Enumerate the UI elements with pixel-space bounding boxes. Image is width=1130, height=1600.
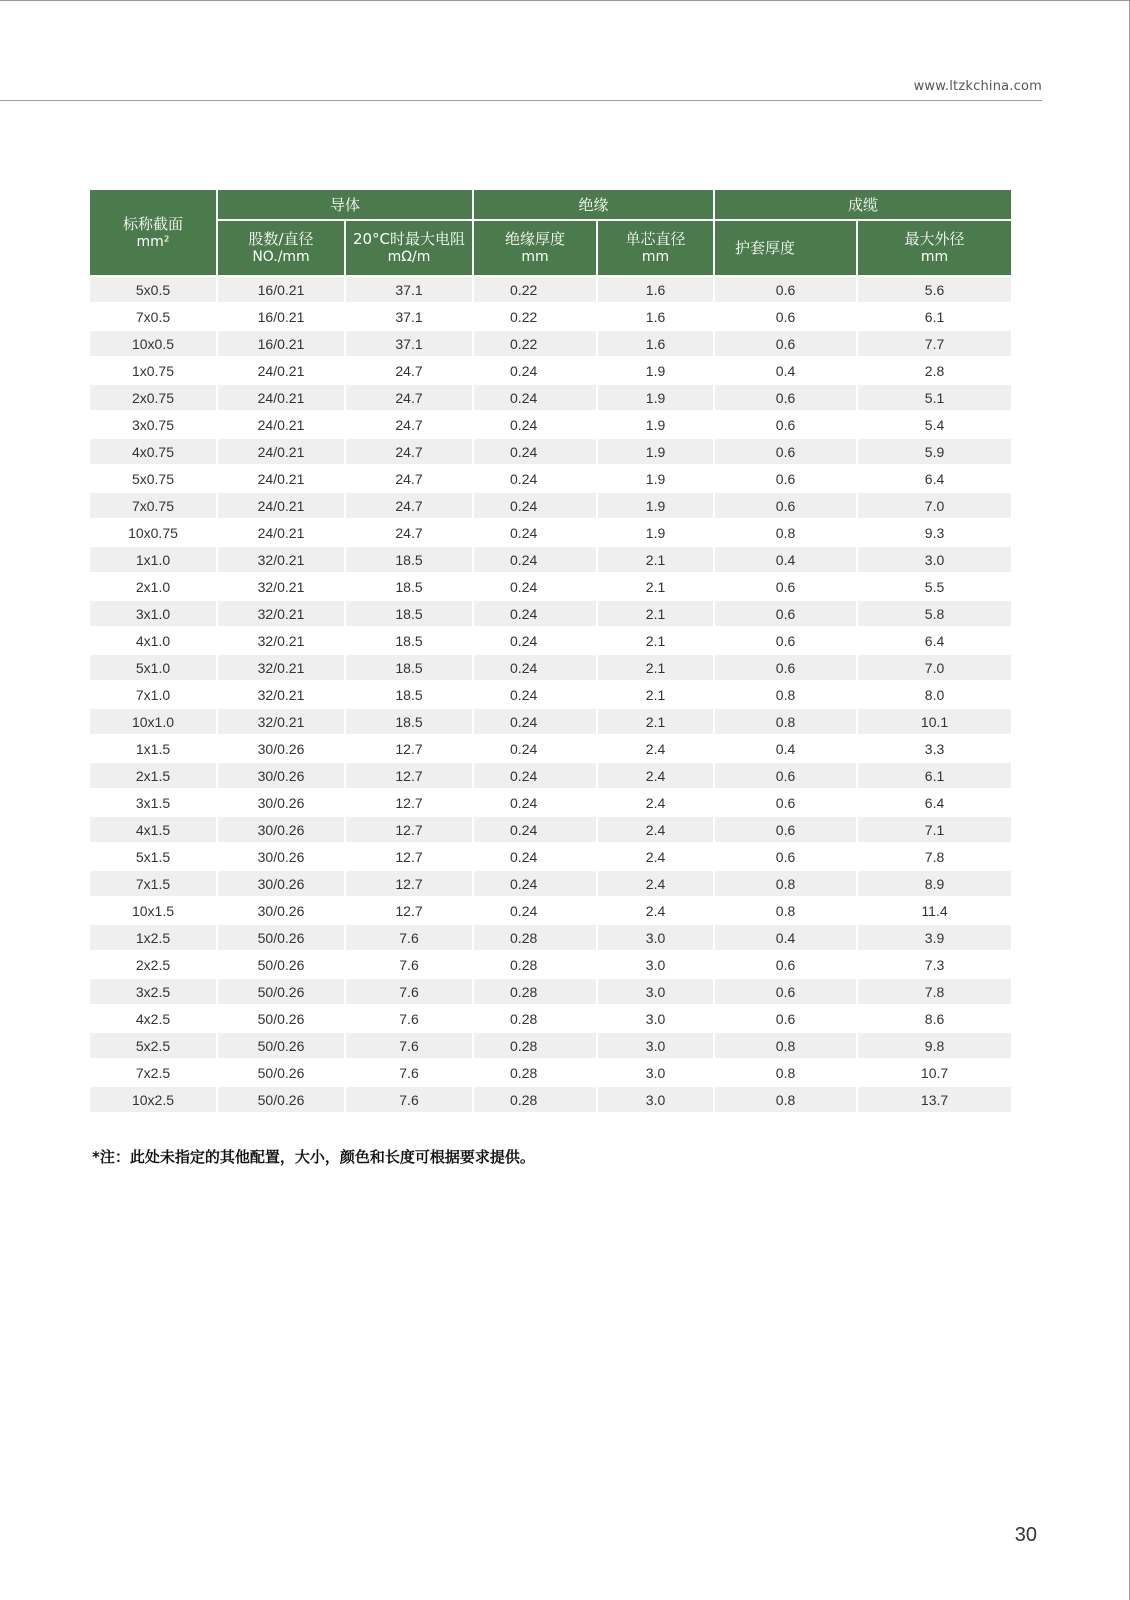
cell-core-diameter: 2.1 xyxy=(597,600,714,627)
cell-max-outer-diameter: 6.4 xyxy=(857,465,1011,492)
table-row xyxy=(90,1059,1011,1086)
cell-insulation-thickness: 0.28 xyxy=(473,1059,597,1086)
cell-sheath-thickness: 0.6 xyxy=(714,951,857,978)
cell-insulation-thickness: 0.28 xyxy=(473,1086,597,1113)
cell-core-diameter: 2.1 xyxy=(597,573,714,600)
cell-insulation-thickness: 0.24 xyxy=(473,465,597,492)
header-strands-diameter-unit: NO./mm xyxy=(252,249,310,265)
table-row xyxy=(90,492,1011,519)
cell-cross-section: 2x2.5 xyxy=(90,951,217,978)
table-row xyxy=(90,924,1011,951)
table-row xyxy=(90,411,1011,438)
cell-insulation-thickness: 0.24 xyxy=(473,789,597,816)
cell-max-outer-diameter: 7.1 xyxy=(857,816,1011,843)
cell-insulation-thickness: 0.24 xyxy=(473,600,597,627)
cell-max-resistance: 24.7 xyxy=(345,357,473,384)
cell-max-resistance: 24.7 xyxy=(345,465,473,492)
header-max-resistance xyxy=(345,220,473,276)
cell-sheath-thickness: 0.8 xyxy=(714,519,857,546)
header-website-url: www.ltzkchina.com xyxy=(913,79,1042,94)
cell-sheath-thickness: 0.8 xyxy=(714,1032,857,1059)
cell-cross-section: 10x0.5 xyxy=(90,330,217,357)
cell-max-resistance: 37.1 xyxy=(345,330,473,357)
cell-strands-diameter: 32/0.21 xyxy=(217,708,345,735)
cell-cross-section: 1x2.5 xyxy=(90,924,217,951)
cell-max-outer-diameter: 7.0 xyxy=(857,492,1011,519)
cell-strands-diameter: 50/0.26 xyxy=(217,924,345,951)
cell-sheath-thickness: 0.8 xyxy=(714,1086,857,1113)
cell-insulation-thickness: 0.24 xyxy=(473,870,597,897)
header-sheath-thickness xyxy=(714,220,857,276)
cell-strands-diameter: 32/0.21 xyxy=(217,654,345,681)
cell-core-diameter: 2.4 xyxy=(597,762,714,789)
cell-max-outer-diameter: 5.4 xyxy=(857,411,1011,438)
cell-core-diameter: 2.4 xyxy=(597,870,714,897)
cell-cross-section: 4x1.5 xyxy=(90,816,217,843)
cell-max-outer-diameter: 7.8 xyxy=(857,978,1011,1005)
cell-max-resistance: 37.1 xyxy=(345,276,473,303)
table-row xyxy=(90,573,1011,600)
cell-strands-diameter: 32/0.21 xyxy=(217,627,345,654)
cell-max-resistance: 7.6 xyxy=(345,1005,473,1032)
header-strands-diameter xyxy=(217,220,345,276)
header-insulation-thickness xyxy=(473,220,597,276)
cell-max-outer-diameter: 8.9 xyxy=(857,870,1011,897)
table-row xyxy=(90,1005,1011,1032)
cell-max-outer-diameter: 9.8 xyxy=(857,1032,1011,1059)
table-body xyxy=(90,276,1011,1113)
table-row xyxy=(90,708,1011,735)
cell-insulation-thickness: 0.24 xyxy=(473,735,597,762)
table-row xyxy=(90,735,1011,762)
cell-max-resistance: 7.6 xyxy=(345,1059,473,1086)
table-row xyxy=(90,897,1011,924)
table-row xyxy=(90,303,1011,330)
header-group-cable: 成缆 xyxy=(714,190,1011,220)
header-group-conductor: 导体 xyxy=(217,190,473,220)
cell-sheath-thickness: 0.6 xyxy=(714,654,857,681)
table-row xyxy=(90,276,1011,303)
cell-cross-section: 5x2.5 xyxy=(90,1032,217,1059)
cell-core-diameter: 1.6 xyxy=(597,276,714,303)
cell-cross-section: 2x1.5 xyxy=(90,762,217,789)
cell-insulation-thickness: 0.28 xyxy=(473,978,597,1005)
header-insulation-thickness-label: 绝缘厚度 xyxy=(505,230,566,248)
cell-max-outer-diameter: 6.1 xyxy=(857,303,1011,330)
cell-insulation-thickness: 0.24 xyxy=(473,384,597,411)
cell-strands-diameter: 30/0.26 xyxy=(217,816,345,843)
cell-strands-diameter: 30/0.26 xyxy=(217,897,345,924)
table-row xyxy=(90,519,1011,546)
cell-max-outer-diameter: 6.4 xyxy=(857,789,1011,816)
table-row xyxy=(90,600,1011,627)
header-max-outer-diameter-unit: mm xyxy=(920,249,949,265)
cell-max-resistance: 12.7 xyxy=(345,789,473,816)
cell-strands-diameter: 16/0.21 xyxy=(217,330,345,357)
cell-insulation-thickness: 0.24 xyxy=(473,519,597,546)
cell-strands-diameter: 50/0.26 xyxy=(217,1059,345,1086)
cell-core-diameter: 2.1 xyxy=(597,654,714,681)
cell-insulation-thickness: 0.24 xyxy=(473,438,597,465)
cell-max-outer-diameter: 9.3 xyxy=(857,519,1011,546)
cell-cross-section: 4x2.5 xyxy=(90,1005,217,1032)
cell-strands-diameter: 24/0.21 xyxy=(217,357,345,384)
cell-cross-section: 7x0.5 xyxy=(90,303,217,330)
cell-core-diameter: 2.1 xyxy=(597,708,714,735)
header-cross-section xyxy=(90,190,217,276)
cell-max-resistance: 12.7 xyxy=(345,816,473,843)
cell-core-diameter: 3.0 xyxy=(597,1086,714,1113)
cell-core-diameter: 1.6 xyxy=(597,303,714,330)
cell-max-outer-diameter: 5.8 xyxy=(857,600,1011,627)
cell-sheath-thickness: 0.6 xyxy=(714,573,857,600)
cell-max-outer-diameter: 5.5 xyxy=(857,573,1011,600)
cell-core-diameter: 1.9 xyxy=(597,411,714,438)
cell-cross-section: 5x0.5 xyxy=(90,276,217,303)
cell-insulation-thickness: 0.28 xyxy=(473,1005,597,1032)
cell-cross-section: 10x1.0 xyxy=(90,708,217,735)
cell-core-diameter: 3.0 xyxy=(597,951,714,978)
cell-strands-diameter: 32/0.21 xyxy=(217,573,345,600)
cell-strands-diameter: 50/0.26 xyxy=(217,1032,345,1059)
cell-insulation-thickness: 0.24 xyxy=(473,546,597,573)
cell-core-diameter: 2.1 xyxy=(597,681,714,708)
table-row xyxy=(90,357,1011,384)
header-cross-section-unit: mm² xyxy=(136,233,170,250)
cell-strands-diameter: 32/0.21 xyxy=(217,600,345,627)
cell-insulation-thickness: 0.24 xyxy=(473,627,597,654)
cell-max-outer-diameter: 7.3 xyxy=(857,951,1011,978)
cell-sheath-thickness: 0.6 xyxy=(714,816,857,843)
cell-insulation-thickness: 0.28 xyxy=(473,924,597,951)
cell-cross-section: 1x1.0 xyxy=(90,546,217,573)
cell-strands-diameter: 50/0.26 xyxy=(217,1086,345,1113)
table-row xyxy=(90,465,1011,492)
cell-strands-diameter: 32/0.21 xyxy=(217,681,345,708)
table-row xyxy=(90,438,1011,465)
cell-cross-section: 3x1.0 xyxy=(90,600,217,627)
cell-sheath-thickness: 0.8 xyxy=(714,681,857,708)
cell-max-outer-diameter: 7.7 xyxy=(857,330,1011,357)
cell-core-diameter: 3.0 xyxy=(597,924,714,951)
table-header xyxy=(90,190,1011,276)
cell-sheath-thickness: 0.6 xyxy=(714,438,857,465)
cell-max-resistance: 7.6 xyxy=(345,978,473,1005)
cell-insulation-thickness: 0.24 xyxy=(473,654,597,681)
cell-insulation-thickness: 0.24 xyxy=(473,357,597,384)
cell-insulation-thickness: 0.22 xyxy=(473,276,597,303)
cell-sheath-thickness: 0.6 xyxy=(714,492,857,519)
cell-core-diameter: 1.9 xyxy=(597,384,714,411)
cell-sheath-thickness: 0.6 xyxy=(714,1005,857,1032)
cell-cross-section: 7x0.75 xyxy=(90,492,217,519)
cell-core-diameter: 3.0 xyxy=(597,1059,714,1086)
cell-core-diameter: 1.6 xyxy=(597,330,714,357)
cell-core-diameter: 2.4 xyxy=(597,843,714,870)
cell-max-resistance: 7.6 xyxy=(345,1032,473,1059)
cell-strands-diameter: 50/0.26 xyxy=(217,1005,345,1032)
cell-core-diameter: 1.9 xyxy=(597,465,714,492)
cell-core-diameter: 2.1 xyxy=(597,627,714,654)
header-sheath-thickness-label: 护套厚度 xyxy=(735,239,796,257)
cell-core-diameter: 2.1 xyxy=(597,546,714,573)
cell-core-diameter: 1.9 xyxy=(597,357,714,384)
table-row xyxy=(90,330,1011,357)
table-row xyxy=(90,789,1011,816)
table-row xyxy=(90,816,1011,843)
cell-sheath-thickness: 0.4 xyxy=(714,357,857,384)
cell-max-resistance: 12.7 xyxy=(345,735,473,762)
cell-cross-section: 4x0.75 xyxy=(90,438,217,465)
header-divider xyxy=(0,100,1042,101)
cell-insulation-thickness: 0.24 xyxy=(473,843,597,870)
header-group-insulation: 绝缘 xyxy=(473,190,714,220)
cell-max-outer-diameter: 8.0 xyxy=(857,681,1011,708)
cell-max-outer-diameter: 6.4 xyxy=(857,627,1011,654)
cell-strands-diameter: 30/0.26 xyxy=(217,762,345,789)
cell-max-resistance: 24.7 xyxy=(345,411,473,438)
cell-sheath-thickness: 0.8 xyxy=(714,870,857,897)
cell-sheath-thickness: 0.4 xyxy=(714,546,857,573)
cell-max-outer-diameter: 10.1 xyxy=(857,708,1011,735)
cell-cross-section: 10x1.5 xyxy=(90,897,217,924)
cell-sheath-thickness: 0.6 xyxy=(714,330,857,357)
table-row xyxy=(90,654,1011,681)
cell-max-resistance: 18.5 xyxy=(345,708,473,735)
cell-max-outer-diameter: 5.9 xyxy=(857,438,1011,465)
cell-sheath-thickness: 0.6 xyxy=(714,276,857,303)
table-row xyxy=(90,681,1011,708)
cell-max-resistance: 37.1 xyxy=(345,303,473,330)
header-core-diameter xyxy=(597,220,714,276)
cell-max-outer-diameter: 6.1 xyxy=(857,762,1011,789)
cell-strands-diameter: 50/0.26 xyxy=(217,951,345,978)
cell-max-resistance: 24.7 xyxy=(345,519,473,546)
table-row xyxy=(90,546,1011,573)
cell-max-outer-diameter: 5.1 xyxy=(857,384,1011,411)
cell-insulation-thickness: 0.24 xyxy=(473,708,597,735)
table-row xyxy=(90,870,1011,897)
cell-max-outer-diameter: 7.8 xyxy=(857,843,1011,870)
cell-insulation-thickness: 0.28 xyxy=(473,951,597,978)
cell-insulation-thickness: 0.24 xyxy=(473,492,597,519)
cell-max-outer-diameter: 13.7 xyxy=(857,1086,1011,1113)
cell-core-diameter: 2.4 xyxy=(597,735,714,762)
cell-strands-diameter: 24/0.21 xyxy=(217,492,345,519)
cell-sheath-thickness: 0.6 xyxy=(714,627,857,654)
cell-max-resistance: 18.5 xyxy=(345,654,473,681)
cell-core-diameter: 1.9 xyxy=(597,492,714,519)
cell-core-diameter: 3.0 xyxy=(597,1032,714,1059)
cell-strands-diameter: 30/0.26 xyxy=(217,789,345,816)
cell-sheath-thickness: 0.6 xyxy=(714,762,857,789)
cell-core-diameter: 2.4 xyxy=(597,897,714,924)
table-row xyxy=(90,1086,1011,1113)
cell-cross-section: 3x2.5 xyxy=(90,978,217,1005)
cell-max-resistance: 24.7 xyxy=(345,438,473,465)
table-row xyxy=(90,978,1011,1005)
header-max-outer-diameter xyxy=(857,220,1011,276)
cell-max-resistance: 7.6 xyxy=(345,951,473,978)
cell-cross-section: 7x2.5 xyxy=(90,1059,217,1086)
cell-core-diameter: 3.0 xyxy=(597,1005,714,1032)
cell-sheath-thickness: 0.6 xyxy=(714,384,857,411)
cell-max-resistance: 18.5 xyxy=(345,573,473,600)
cell-core-diameter: 2.4 xyxy=(597,816,714,843)
cell-cross-section: 10x2.5 xyxy=(90,1086,217,1113)
cell-strands-diameter: 24/0.21 xyxy=(217,465,345,492)
cell-strands-diameter: 24/0.21 xyxy=(217,438,345,465)
cell-max-resistance: 12.7 xyxy=(345,843,473,870)
cell-insulation-thickness: 0.24 xyxy=(473,681,597,708)
cell-sheath-thickness: 0.6 xyxy=(714,303,857,330)
cell-strands-diameter: 32/0.21 xyxy=(217,546,345,573)
cell-insulation-thickness: 0.24 xyxy=(473,762,597,789)
table-row xyxy=(90,627,1011,654)
cell-max-outer-diameter: 7.0 xyxy=(857,654,1011,681)
cell-cross-section: 1x1.5 xyxy=(90,735,217,762)
cell-strands-diameter: 50/0.26 xyxy=(217,978,345,1005)
cell-sheath-thickness: 0.4 xyxy=(714,735,857,762)
table-row xyxy=(90,384,1011,411)
cell-cross-section: 2x1.0 xyxy=(90,573,217,600)
cell-sheath-thickness: 0.6 xyxy=(714,789,857,816)
cell-max-outer-diameter: 8.6 xyxy=(857,1005,1011,1032)
header-insulation-thickness-unit: mm xyxy=(521,249,549,265)
cell-core-diameter: 1.9 xyxy=(597,438,714,465)
page-number: 30 xyxy=(1014,1524,1037,1546)
cell-max-resistance: 12.7 xyxy=(345,897,473,924)
cell-max-outer-diameter: 11.4 xyxy=(857,897,1011,924)
cell-max-resistance: 18.5 xyxy=(345,627,473,654)
cell-strands-diameter: 16/0.21 xyxy=(217,276,345,303)
cell-max-resistance: 12.7 xyxy=(345,870,473,897)
cell-strands-diameter: 16/0.21 xyxy=(217,303,345,330)
cell-max-outer-diameter: 3.9 xyxy=(857,924,1011,951)
header-max-resistance-label: 20°C时最大电阻 xyxy=(352,230,466,248)
header-strands-diameter-label: 股数/直径 xyxy=(248,230,314,248)
cell-insulation-thickness: 0.24 xyxy=(473,897,597,924)
cell-max-resistance: 18.5 xyxy=(345,681,473,708)
cell-strands-diameter: 24/0.21 xyxy=(217,411,345,438)
cell-sheath-thickness: 0.4 xyxy=(714,924,857,951)
table-row xyxy=(90,843,1011,870)
cell-insulation-thickness: 0.24 xyxy=(473,573,597,600)
table-row xyxy=(90,951,1011,978)
cell-sheath-thickness: 0.6 xyxy=(714,465,857,492)
cell-max-outer-diameter: 5.6 xyxy=(857,276,1011,303)
cable-spec-table xyxy=(90,190,1011,1114)
cell-cross-section: 3x1.5 xyxy=(90,789,217,816)
cell-cross-section: 7x1.5 xyxy=(90,870,217,897)
header-core-diameter-label: 单芯直径 xyxy=(625,230,686,248)
cell-sheath-thickness: 0.6 xyxy=(714,978,857,1005)
cell-sheath-thickness: 0.6 xyxy=(714,843,857,870)
cell-sheath-thickness: 0.8 xyxy=(714,897,857,924)
cell-cross-section: 1x0.75 xyxy=(90,357,217,384)
footnote: *注：此处未指定的其他配置，大小，颜色和长度可根据要求提供。 xyxy=(92,1148,535,1166)
cell-cross-section: 7x1.0 xyxy=(90,681,217,708)
cell-max-resistance: 7.6 xyxy=(345,1086,473,1113)
table-row xyxy=(90,1032,1011,1059)
cell-insulation-thickness: 0.22 xyxy=(473,303,597,330)
header-max-outer-diameter-label: 最大外径 xyxy=(904,230,965,248)
cell-core-diameter: 1.9 xyxy=(597,519,714,546)
cell-core-diameter: 2.4 xyxy=(597,789,714,816)
cell-sheath-thickness: 0.6 xyxy=(714,411,857,438)
header-max-resistance-unit: mΩ/m xyxy=(387,249,431,265)
cell-max-resistance: 18.5 xyxy=(345,600,473,627)
header-cross-section-label: 标称截面 xyxy=(122,214,183,233)
cell-max-outer-diameter: 3.3 xyxy=(857,735,1011,762)
cell-insulation-thickness: 0.28 xyxy=(473,1032,597,1059)
cell-cross-section: 2x0.75 xyxy=(90,384,217,411)
cell-max-outer-diameter: 2.8 xyxy=(857,357,1011,384)
cell-cross-section: 10x0.75 xyxy=(90,519,217,546)
cell-insulation-thickness: 0.24 xyxy=(473,411,597,438)
cell-strands-diameter: 30/0.26 xyxy=(217,735,345,762)
cell-cross-section: 3x0.75 xyxy=(90,411,217,438)
cell-cross-section: 4x1.0 xyxy=(90,627,217,654)
cell-max-resistance: 24.7 xyxy=(345,492,473,519)
cell-max-resistance: 24.7 xyxy=(345,384,473,411)
cell-max-resistance: 18.5 xyxy=(345,546,473,573)
table-row xyxy=(90,762,1011,789)
cell-max-resistance: 12.7 xyxy=(345,762,473,789)
cell-cross-section: 5x0.75 xyxy=(90,465,217,492)
cell-strands-diameter: 30/0.26 xyxy=(217,843,345,870)
cell-strands-diameter: 30/0.26 xyxy=(217,870,345,897)
cell-cross-section: 5x1.0 xyxy=(90,654,217,681)
cell-strands-diameter: 24/0.21 xyxy=(217,384,345,411)
cell-strands-diameter: 24/0.21 xyxy=(217,519,345,546)
page-top-border xyxy=(0,0,1130,1)
cell-sheath-thickness: 0.6 xyxy=(714,600,857,627)
cell-max-outer-diameter: 10.7 xyxy=(857,1059,1011,1086)
cell-max-outer-diameter: 3.0 xyxy=(857,546,1011,573)
header-core-diameter-unit: mm xyxy=(641,249,670,265)
cell-insulation-thickness: 0.24 xyxy=(473,816,597,843)
cell-core-diameter: 3.0 xyxy=(597,978,714,1005)
cell-insulation-thickness: 0.22 xyxy=(473,330,597,357)
cell-cross-section: 5x1.5 xyxy=(90,843,217,870)
cell-max-resistance: 7.6 xyxy=(345,924,473,951)
cell-sheath-thickness: 0.8 xyxy=(714,1059,857,1086)
cell-sheath-thickness: 0.8 xyxy=(714,708,857,735)
